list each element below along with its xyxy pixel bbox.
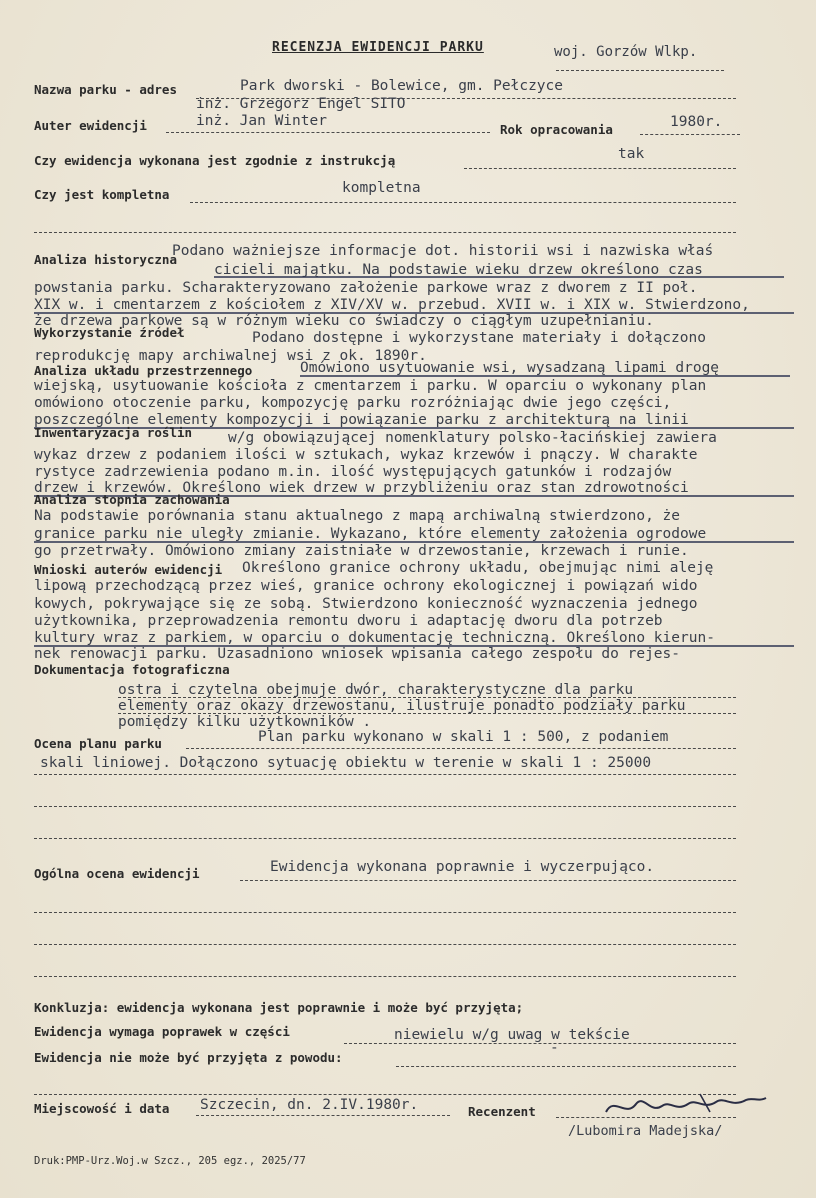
blank-line-2 [34, 774, 736, 775]
print-info: Druk:PMP-Urz.Woj.w Szcz., 205 egz., 2025/77 [34, 1155, 306, 1167]
blank-line-5 [34, 912, 736, 913]
overall-rating-label: Ogólna ocena ewidencji [34, 866, 200, 881]
sources-label: Wykorzystanie źródeł [34, 325, 185, 340]
sources-line-2: reprodukcję mapy archiwalnej wsi z ok. 1890r. [34, 348, 427, 364]
plan-line-2: skali liniowej. Dołączono sytuację obiektu w terenie w skali 1 : 25000 [40, 755, 652, 771]
hist-line-1: Podano ważniejsze informacje dot. historii wsi i nazwiska właś [172, 243, 714, 259]
complete-value: kompletna [342, 180, 421, 196]
author-value-1: inż. Grzegorz Engel SITO [196, 96, 406, 112]
preservation-line-2: granice parku nie uległy zmianie. Wykazano, które elementy założenia ogrodowe [34, 526, 707, 542]
conclusions-line-3: kowych, pokrywające się ze sobą. Stwierdzono konieczność wyznaczenia jednego [34, 596, 698, 612]
hand-underline [34, 645, 794, 647]
spatial-line-2: wiejską, usytuowanie kościoła z cmentarzem i parku. W oparciu o wykonany plan [34, 378, 707, 394]
blank-line-3 [34, 806, 736, 807]
instruction-label: Czy ewidencja wykonana jest zgodnie z instrukcją [34, 153, 396, 168]
photo-line [118, 697, 736, 698]
park-name-value: Park dworski - Bolewice, gm. Pełczyce [240, 78, 564, 94]
hand-underline [34, 312, 794, 314]
historical-analysis-label: Analiza historyczna [34, 252, 177, 267]
reviewer-signature [600, 1088, 780, 1128]
reviewer-label: Recenzent [468, 1104, 536, 1119]
hist-line-3: powstania parku. Scharakteryzowano założenie parkowe wraz z dworem z II poł. [34, 280, 698, 296]
photo-line-1: ostra i czytelna obejmuje dwór, charakterystyczne dla parku [118, 682, 634, 698]
photo-line-2: elementy oraz okazy drzewostanu, ilustruje ponadto podziały parku [118, 698, 686, 714]
hist-line-4: XIX w. i cmentarzem z kościołem z XIV/XV w. przebud. XVII w. i XIX w. Stwierdzono, [34, 297, 750, 313]
complete-line [190, 202, 736, 203]
author-label: Auter ewidencji [34, 118, 147, 133]
blank-line-7 [34, 976, 736, 977]
hand-underline [214, 276, 784, 278]
page-title: RECENZJA EWIDENCJI PARKU [272, 40, 484, 55]
hand-underline [300, 375, 790, 377]
spatial-line-1: Omówiono usytuowanie wsi, wysadzaną lipami drogę [300, 360, 720, 376]
reviewer-name: /Lubomira Madejska/ [568, 1123, 723, 1139]
overall-rating-value: Ewidencja wykonana poprawnie i wyczerpująco. [270, 859, 655, 875]
photo-line-3: pomiędzy kilku użytkowników . [118, 714, 372, 730]
blank-line-4 [34, 838, 736, 839]
year-line [640, 134, 740, 135]
preservation-label: Analiza stopnia zachowania [34, 492, 230, 507]
place-date-value: Szczecin, dn. 2.IV.1980r. [200, 1097, 419, 1113]
inventory-line-4: drzew i krzewów. Określono wiek drzew w przybliżeniu oraz stan zdrowotności [34, 480, 689, 496]
author-value-2: inż. Jan Winter [196, 113, 327, 129]
rejection-label: Ewidencja nie może być przyjęta z powodu: [34, 1050, 343, 1065]
conclusions-line-1: Określono granice ochrony układu, obejmując nimi aleję [242, 560, 714, 576]
instruction-line [464, 168, 736, 169]
instruction-value: tak [618, 146, 645, 162]
conclusion-statement: Konkluzja: ewidencja wykonana jest poprawnie i może być przyjęta; [34, 1000, 524, 1015]
plan-rating-label: Ocena planu parku [34, 736, 162, 751]
rejection-line [396, 1066, 736, 1067]
sources-line-1: Podano dostępne i wykorzystane materiały i dołączono [252, 330, 706, 346]
year-label: Rok opracowania [500, 122, 613, 137]
conclusions-line-5: kultury wraz z parkiem, w oparciu o dokumentację techniczną. Określono kierun- [34, 630, 715, 646]
region-underline [556, 70, 724, 71]
hand-underline [34, 541, 794, 543]
photo-doc-label: Dokumentacja fotograficzna [34, 662, 230, 677]
inventory-line-3: rystyce zadrzewienia podano m.in. ilość występujących gatunków i rodzajów [34, 464, 672, 480]
inventory-line-2: wykaz drzew z podaniem ilości w sztukach, wykaz krzewów i pnączy. W charakte [34, 447, 698, 463]
complete-label: Czy jest kompletna [34, 187, 170, 202]
conclusions-line-4: użytkownika, przeprowadzenia remontu dworu i adaptację dworu dla potrzeb [34, 613, 663, 629]
conclusions-line-2: lipową przechodzącą przez wieś, granice ochrony ekologicznej i powiązań wido [34, 578, 698, 594]
overall-line [240, 880, 736, 881]
preservation-line-3: go przetrwały. Omówiono zmiany zaistniałe w drzewostanie, krzewach i runie. [34, 543, 689, 559]
corrections-label: Ewidencja wymaga poprawek w części [34, 1024, 290, 1039]
plant-inventory-label: Inwentaryzacja roślin [34, 425, 193, 440]
conclusions-line-6: nek renowacji parku. Uzasadniono wniosek wpisania całego zespołu do rejes- [34, 646, 681, 662]
hist-line-5: że drzewa parkowe są w różnym wieku co świadczy o ciągłym uzupełnianiu. [34, 313, 654, 329]
blank-line-1 [34, 232, 736, 233]
park-name-label: Nazwa parku - adres [34, 82, 177, 97]
place-date-line [196, 1115, 450, 1116]
inventory-line-1: w/g obowiązującej nomenklatury polsko-łacińskiej zawiera [228, 430, 717, 446]
reviewer-line [556, 1117, 736, 1118]
preservation-line-1: Na podstawie porównania stanu aktualnego z mapą archiwalną stwierdzono, że [34, 508, 681, 524]
hist-line-2: cicieli majątku. Na podstawie wieku drzew określono czas [214, 262, 703, 278]
author-line [166, 132, 490, 133]
photo-line [118, 713, 736, 714]
plan-line-1: Plan parku wykonano w skali 1 : 500, z podaniem [258, 729, 669, 745]
spatial-line-4: poszczególne elementy kompozycji i powiązanie parku z architekturą na linii [34, 412, 689, 428]
place-date-label: Miejscowość i data [34, 1101, 170, 1116]
rejection-value: - [550, 1040, 559, 1056]
spatial-line-3: omówiono otoczenie parku, kompozycję parku rozróżniając dwie jego części, [34, 395, 672, 411]
region-label: woj. Gorzów Wlkp. [554, 44, 698, 60]
conclusions-label: Wnioski auterów ewidencji [34, 562, 223, 577]
corrections-value: niewielu w/g uwag w tekście [394, 1027, 630, 1043]
spatial-analysis-label: Analiza układu przestrzennego [34, 363, 253, 378]
plan-line [186, 748, 736, 749]
corrections-line [344, 1043, 736, 1044]
blank-line-6 [34, 944, 736, 945]
year-value: 1980r. [670, 114, 723, 130]
